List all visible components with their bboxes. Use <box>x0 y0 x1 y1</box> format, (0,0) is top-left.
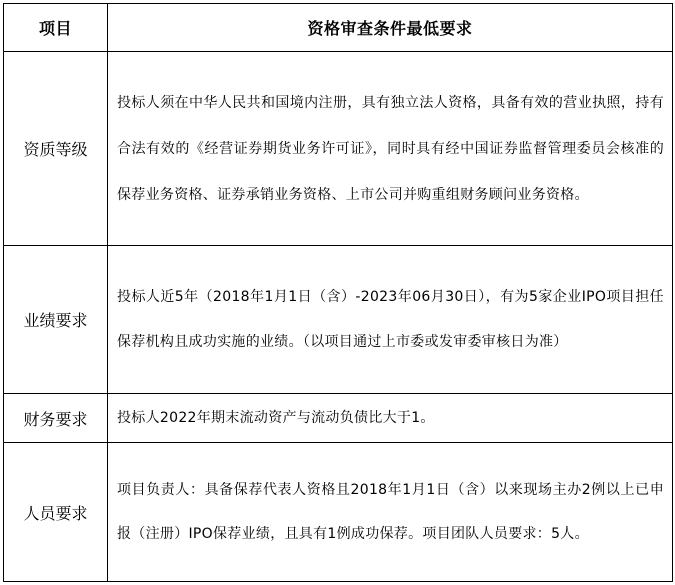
table-row-personnel-requirement <box>4 443 673 582</box>
row-label: 业绩要求 <box>4 246 108 394</box>
table-row-financial-requirement <box>4 394 673 443</box>
table-header-row <box>4 4 673 52</box>
row-label: 财务要求 <box>4 394 108 443</box>
table-row-qualification-level <box>4 52 673 246</box>
qualification-table <box>3 3 673 582</box>
row-label: 人员要求 <box>4 443 108 582</box>
header-item: 项目 <box>4 4 108 52</box>
header-requirements: 资格审查条件最低要求 <box>108 4 673 52</box>
row-content: 投标人2022年期末流动资产与流动负债比大于1。 <box>108 394 673 443</box>
row-content: 投标人须在中华人民共和国境内注册，具有独立法人资格，具备有效的营业执照，持有合法有效的《经营证券期货业务许可证》，同时具有经中国证券监督管理委员会核准的保荐业务资格、证券承销业务资格、上市公司并购重组财务顾问业务资格。 <box>108 52 673 246</box>
row-content: 项目负责人：具备保荐代表人资格且2018年1月1日（含）以来现场主办2例以上已申报（注册）IPO保荐业绩，且具有1例成功保荐。项目团队人员要求：5人。 <box>108 443 673 582</box>
row-label: 资质等级 <box>4 52 108 246</box>
row-content: 投标人近5年（2018年1月1日（含）-2023年06月30日），有为5家企业IPO项目担任保荐机构且成功实施的业绩。（以项目通过上市委或发审委审核日为准） <box>108 246 673 394</box>
table-row-performance-requirement <box>4 246 673 394</box>
